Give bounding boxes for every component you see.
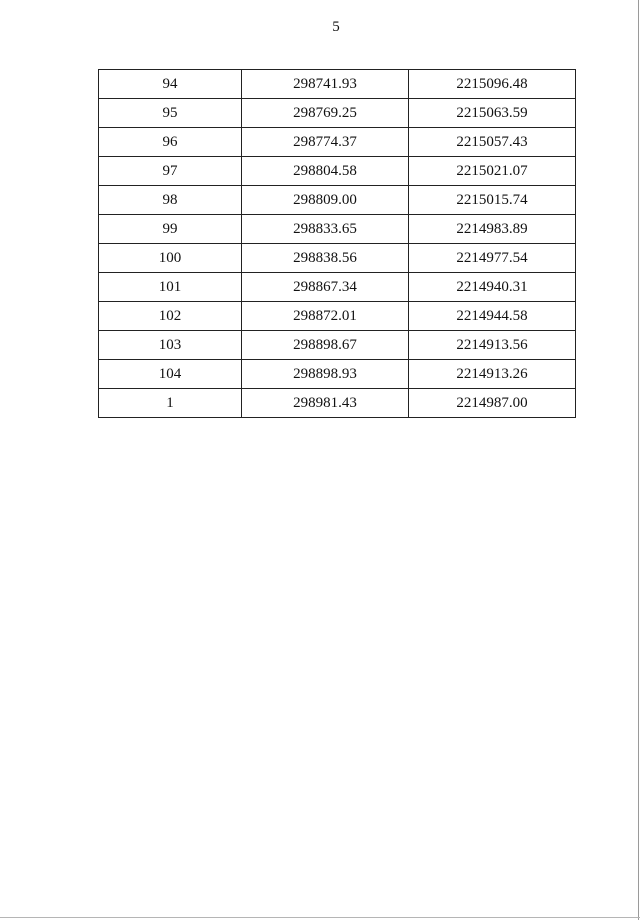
point-number-cell: 101 (99, 273, 242, 302)
point-number-cell: 104 (99, 360, 242, 389)
y-coordinate-cell: 2214983.89 (409, 215, 576, 244)
x-coordinate-cell: 298981.43 (242, 389, 409, 418)
y-coordinate-cell: 2215015.74 (409, 186, 576, 215)
coordinates-table (98, 69, 576, 418)
table-row (99, 331, 576, 360)
x-coordinate-cell: 298769.25 (242, 99, 409, 128)
point-number-cell: 97 (99, 157, 242, 186)
x-coordinate-cell: 298809.00 (242, 186, 409, 215)
y-coordinate-cell: 2214944.58 (409, 302, 576, 331)
y-coordinate-cell: 2214913.26 (409, 360, 576, 389)
point-number-cell: 100 (99, 244, 242, 273)
table-row (99, 186, 576, 215)
y-coordinate-cell: 2215063.59 (409, 99, 576, 128)
y-coordinate-cell: 2214987.00 (409, 389, 576, 418)
table-row (99, 244, 576, 273)
table-row (99, 99, 576, 128)
x-coordinate-cell: 298833.65 (242, 215, 409, 244)
table-row (99, 128, 576, 157)
y-coordinate-cell: 2215057.43 (409, 128, 576, 157)
table-row (99, 360, 576, 389)
page-number: 5 (332, 19, 340, 35)
y-coordinate-cell: 2214977.54 (409, 244, 576, 273)
y-coordinate-cell: 2214913.56 (409, 331, 576, 360)
x-coordinate-cell: 298741.93 (242, 70, 409, 99)
table-row (99, 273, 576, 302)
y-coordinate-cell: 2214940.31 (409, 273, 576, 302)
table-row (99, 389, 576, 418)
x-coordinate-cell: 298774.37 (242, 128, 409, 157)
x-coordinate-cell: 298867.34 (242, 273, 409, 302)
x-coordinate-cell: 298838.56 (242, 244, 409, 273)
table-row (99, 302, 576, 331)
point-number-cell: 102 (99, 302, 242, 331)
page-edge-bottom (0, 917, 640, 918)
point-number-cell: 96 (99, 128, 242, 157)
y-coordinate-cell: 2215096.48 (409, 70, 576, 99)
table-row (99, 70, 576, 99)
x-coordinate-cell: 298872.01 (242, 302, 409, 331)
point-number-cell: 94 (99, 70, 242, 99)
point-number-cell: 103 (99, 331, 242, 360)
point-number-cell: 1 (99, 389, 242, 418)
y-coordinate-cell: 2215021.07 (409, 157, 576, 186)
page-edge-right (638, 0, 639, 920)
point-number-cell: 99 (99, 215, 242, 244)
table-row (99, 157, 576, 186)
x-coordinate-cell: 298804.58 (242, 157, 409, 186)
x-coordinate-cell: 298898.67 (242, 331, 409, 360)
point-number-cell: 98 (99, 186, 242, 215)
point-number-cell: 95 (99, 99, 242, 128)
table-row (99, 215, 576, 244)
x-coordinate-cell: 298898.93 (242, 360, 409, 389)
